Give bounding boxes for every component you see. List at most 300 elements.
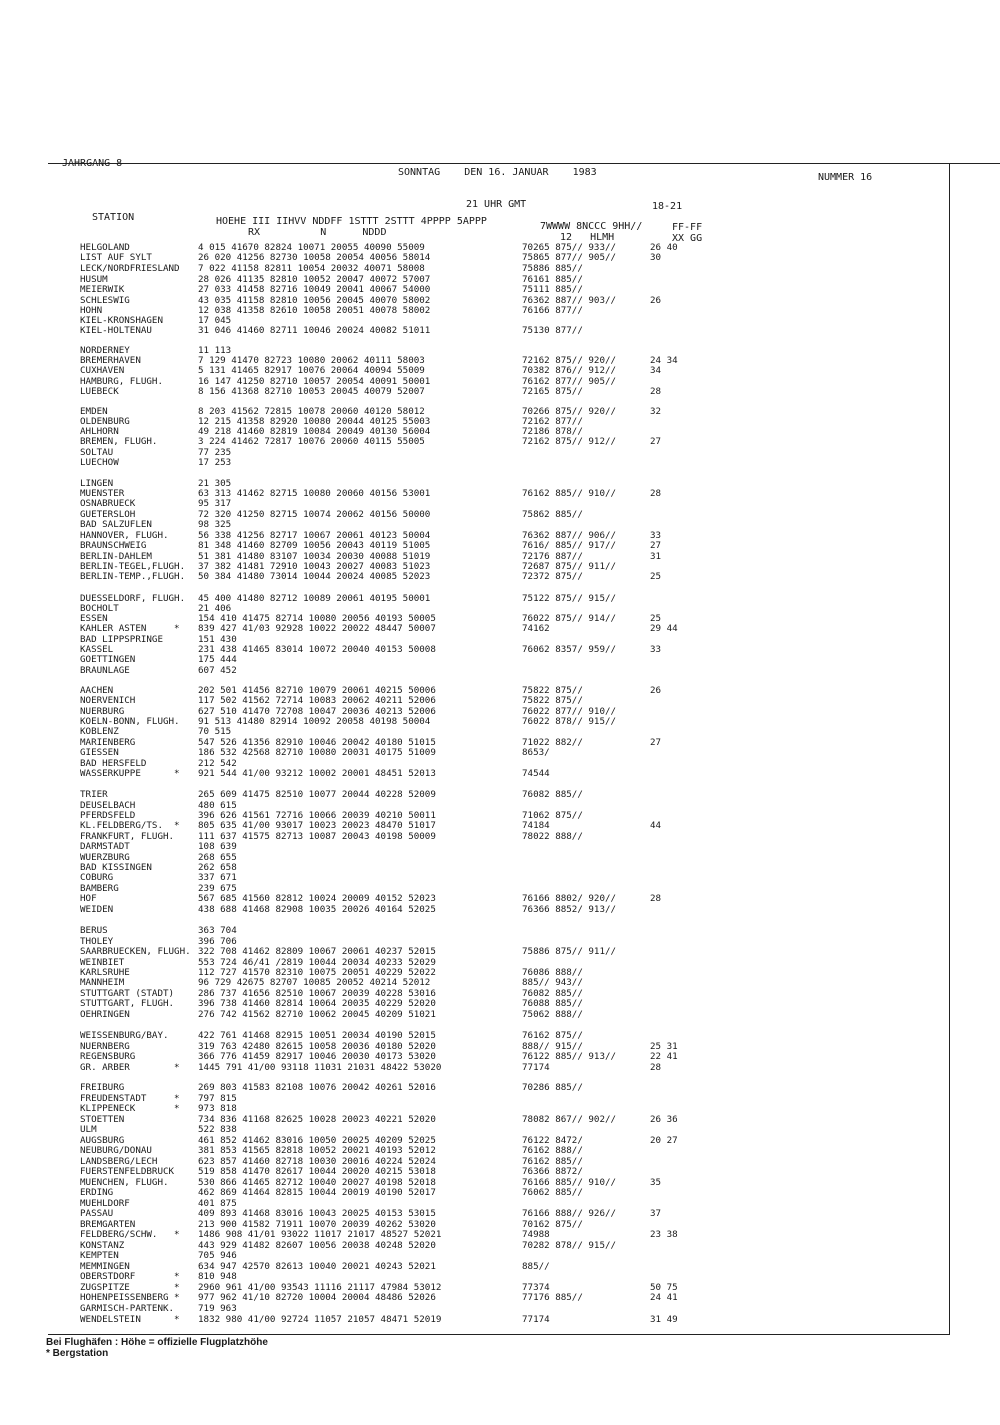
wind-gusts: 27 [650,540,662,551]
wind-gusts: 28 [650,1062,662,1073]
station-name: BERUS [80,925,108,936]
observation-codes: 111 637 41575 82713 10087 20043 40198 50009 [198,831,436,842]
station-name: STUTTGART, FLUGH. [80,998,175,1009]
station-row [0,1115,1000,1125]
observation-codes: 1486 908 41/01 93022 11017 21017 48527 52021 [198,1229,442,1240]
station-name: FREUDENSTADT [80,1093,147,1104]
mountain-marker: * [174,768,180,779]
code-header-3: 7WWWW 8NCCC 9HH// [540,221,643,232]
observation-codes: 269 803 41583 82108 10076 20042 40261 52016 [198,1082,436,1093]
observation-codes: 443 929 41482 82607 10056 20038 40248 52020 [198,1240,436,1251]
wind-gusts: 37 [650,1208,662,1219]
wind-gusts: 28 [650,893,662,904]
weather-groups: 70265 875// 933// [522,242,617,253]
weather-groups: 76166 888// 926// [522,1208,617,1219]
weather-groups: 76166 885// 910// [522,1177,617,1188]
station-name: AUGSBURG [80,1135,125,1146]
station-row [0,614,1000,624]
station-row [0,926,1000,936]
weather-groups: 76162 885// [522,1156,583,1167]
weather-groups: 70286 885// [522,1082,583,1093]
observation-codes: 50 384 41480 73014 10044 20024 40085 52023 [198,571,431,582]
station-name: BRAUNLAGE [80,665,130,676]
station-name: LUECHOW [80,457,119,468]
station-row [0,978,1000,988]
station-name: ULM [80,1124,97,1135]
station-name: KIEL-HOLTENAU [80,325,152,336]
observation-codes: 921 544 41/00 93212 10002 20001 48451 52013 [198,768,436,779]
observation-codes: 805 635 41/00 93017 10023 20023 48470 51017 [198,820,436,831]
station-name: LANDSBERG/LECH [80,1156,158,1167]
observation-codes: 96 729 42675 82707 10085 20052 40214 52012 [198,977,431,988]
station-name: BREMGARTEN [80,1219,136,1230]
wind-gusts: 25 [650,571,662,582]
weather-groups: 76022 877// 910// [522,706,617,717]
code-header-6: XX GG [672,233,703,244]
year-label: JAHRGANG 8 [62,158,123,169]
station-row [0,696,1000,706]
weather-groups: 76162 877// 905// [522,376,617,387]
observation-codes: 438 688 41468 82908 10035 20026 40164 52025 [198,904,436,915]
observation-codes: 3 224 41462 72817 10076 20060 40115 55005 [198,436,425,447]
observation-codes: 480 615 [198,800,237,811]
wind-gusts: 44 [650,820,662,831]
observation-codes: 547 526 41356 82910 10046 20042 40180 51015 [198,737,436,748]
station-row [0,1167,1000,1177]
wind-gusts: 27 [650,436,662,447]
station-name: FUERSTENFELDBRUCK [80,1166,175,1177]
station-name: KARLSRUHE [80,967,130,978]
station-name: KLIPPENECK [80,1103,136,1114]
observation-codes: 268 655 [198,852,237,863]
station-row [0,873,1000,883]
weather-groups: 76122 885// 913// [522,1051,617,1062]
weather-groups: 75822 875// [522,695,583,706]
station-name: HUSUM [80,274,108,285]
observation-codes: 28 026 41135 82810 10052 20047 40072 57007 [198,274,431,285]
weather-groups: 71022 882// [522,737,583,748]
station-name: OBERSTDORF [80,1271,136,1282]
observation-codes: 51 381 41480 83107 10034 20030 40088 51019 [198,551,431,562]
footnote-mountain: * Bergstation [46,1348,109,1359]
station-row [0,1125,1000,1135]
observation-codes: 396 738 41460 82814 10064 20035 40229 52020 [198,998,436,1009]
weather-groups: 72176 887// [522,551,583,562]
station-row [0,769,1000,779]
time-label: 21 UHR GMT [466,199,527,210]
station-row [0,448,1000,458]
observation-codes: 381 853 41565 82818 10052 20021 40193 52012 [198,1145,436,1156]
wind-gusts: 22 41 [650,1051,678,1062]
code-header-2: RX N NDDD [248,227,387,238]
station-row [0,407,1000,417]
observation-codes: 567 685 41560 82812 10024 20009 40152 52023 [198,893,436,904]
weather-groups: 74162 [522,623,550,634]
weather-groups: 76166 8802/ 920// [522,893,617,904]
weather-groups: 76162 888// [522,1145,583,1156]
weather-groups: 76366 8872/ [522,1166,583,1177]
station-row [0,326,1000,336]
observation-codes: 522 838 [198,1124,237,1135]
station-row [0,356,1000,366]
weather-groups: 74544 [522,768,550,779]
observation-codes: 21 305 [198,478,232,489]
observation-codes: 462 869 41464 82815 10044 20019 40190 52017 [198,1187,436,1198]
observation-codes: 286 737 41656 82510 10067 20039 40228 53016 [198,988,436,999]
weather-groups: 70382 876// 912// [522,365,617,376]
station-row [0,296,1000,306]
station-row [0,1178,1000,1188]
station-row [0,842,1000,852]
station-row [0,387,1000,397]
station-name: HELGOLAND [80,242,130,253]
wind-gusts: 20 27 [650,1135,678,1146]
station-name: KOBLENZ [80,726,119,737]
mountain-marker: * [174,1292,180,1303]
station-name: WEINBIET [80,957,125,968]
station-row [0,531,1000,541]
observation-codes: 91 513 41480 82914 10092 20058 40198 50004 [198,716,431,727]
station-name: MUEHLDORF [80,1198,130,1209]
observation-codes: 401 875 [198,1198,237,1209]
observation-codes: 154 410 41475 82714 10080 20056 40193 50005 [198,613,436,624]
station-name: HANNOVER, FLUGH. [80,530,169,541]
observation-codes: 27 033 41458 82716 10049 20041 40067 54000 [198,284,431,295]
observation-codes: 95 317 [198,498,232,509]
weather-groups: 885// 943// [522,977,583,988]
station-row [0,790,1000,800]
weather-groups: 75822 875// [522,685,583,696]
observation-codes: 322 708 41462 82809 10067 20061 40237 52015 [198,946,436,957]
observation-codes: 202 501 41456 82710 10079 20061 40215 50006 [198,685,436,696]
station-column-header: STATION [92,212,135,223]
mountain-marker: * [174,1103,180,1114]
observation-codes: 396 706 [198,936,237,947]
observation-codes: 634 947 42570 82613 10040 20021 40243 52021 [198,1261,436,1272]
station-name: AHLHORN [80,426,119,437]
weather-groups: 72687 875// 911// [522,561,617,572]
weather-groups: 76086 888// [522,967,583,978]
observation-codes: 175 444 [198,654,237,665]
wind-gusts: 34 [650,365,662,376]
issue-number: NUMMER 16 [818,172,873,183]
station-name: GIESSEN [80,747,119,758]
wind-gusts: 30 [650,252,662,263]
station-name: GR. ARBER [80,1062,130,1073]
bottom-rule [48,1334,950,1335]
observation-codes: 63 313 41462 82715 10080 20060 40156 53001 [198,488,431,499]
station-name: FREIBURG [80,1082,125,1093]
observation-codes: 45 400 41480 82712 10089 20061 40195 50001 [198,593,431,604]
station-name: CUXHAVEN [80,365,125,376]
observation-codes: 56 338 41256 82717 10067 20061 40123 50004 [198,530,431,541]
observation-codes: 319 763 42480 82615 10058 20036 40180 52020 [198,1041,436,1052]
weather-groups: 76088 885// [522,998,583,1009]
weather-groups: 75130 877// [522,325,583,336]
station-name: OSNABRUECK [80,498,136,509]
station-row [0,894,1000,904]
station-row [0,1104,1000,1114]
station-name: PFERDSFELD [80,810,136,821]
date-label: SONNTAG DEN 16. JANUAR 1983 [398,167,597,178]
wind-gusts: 23 38 [650,1229,678,1240]
observation-codes: 72 320 41250 82715 10074 20062 40156 50000 [198,509,431,520]
weather-groups: 75122 875// 915// [522,593,617,604]
observation-codes: 265 609 41475 82510 10077 20044 40228 52009 [198,789,436,800]
observation-codes: 810 948 [198,1271,237,1282]
observation-codes: 8 203 41562 72815 10078 20060 40120 58012 [198,406,425,417]
weather-groups: 75886 885// [522,263,583,274]
weather-groups: 70266 875// 920// [522,406,617,417]
observation-codes: 8 156 41368 82710 10053 20045 40079 52007 [198,386,425,397]
station-row [0,759,1000,769]
weather-groups: 70162 875// [522,1219,583,1230]
observation-codes: 719 963 [198,1303,237,1314]
station-row [0,377,1000,387]
station-name: NORDERNEY [80,345,130,356]
station-name: SAARBRUECKEN, FLUGH. [80,946,191,957]
station-name: ESSEN [80,613,108,624]
station-name: MUENCHEN, FLUGH. [80,1177,169,1188]
mountain-marker: * [174,1229,180,1240]
station-row [0,594,1000,604]
station-row [0,999,1000,1009]
wind-gusts: 31 49 [650,1314,678,1325]
station-name: DEUSELBACH [80,800,136,811]
wind-gusts: 35 [650,1177,662,1188]
observation-codes: 12 215 41358 82920 10080 20044 40125 55003 [198,416,431,427]
station-row [0,1241,1000,1251]
station-name: AACHEN [80,685,114,696]
station-row [0,346,1000,356]
observation-codes: 7 129 41470 82723 10080 20062 40111 58003 [198,355,425,366]
wind-gusts: 29 44 [650,623,678,634]
station-row [0,727,1000,737]
station-row [0,541,1000,551]
station-name: BAMBERG [80,883,119,894]
station-name: HOHN [80,305,103,316]
observation-codes: 12 038 41358 82610 10058 20051 40078 58002 [198,305,431,316]
weather-groups: 75886 875// 911// [522,946,617,957]
mountain-marker: * [174,1062,180,1073]
observation-codes: 363 704 [198,925,237,936]
observation-codes: 49 218 41460 82819 10084 20049 40130 56004 [198,426,431,437]
observation-codes: 81 348 41460 82709 10056 20043 40119 51005 [198,540,431,551]
station-name: ERDING [80,1187,114,1198]
weather-groups: 8653/ [522,747,550,758]
station-row [0,863,1000,873]
station-name: WUERZBURG [80,852,130,863]
weather-groups: 76062 885// [522,1187,583,1198]
station-name: MUENSTER [80,488,125,499]
wind-gusts: 25 [650,613,662,624]
station-row [0,748,1000,758]
station-row [0,1199,1000,1209]
station-name: COBURG [80,872,114,883]
station-name: OLDENBURG [80,416,130,427]
observation-codes: 77 235 [198,447,232,458]
station-row [0,604,1000,614]
weather-groups: 78022 888// [522,831,583,842]
code-header-4: 12 HLMH [560,232,615,243]
wind-gusts: 26 [650,295,662,306]
station-row [0,1272,1000,1282]
wind-gusts: 28 [650,386,662,397]
station-row [0,1251,1000,1261]
station-name: LINGEN [80,478,114,489]
station-row [0,1031,1000,1041]
station-name: GARMISCH-PARTENK. [80,1303,175,1314]
station-name: BAD LIPPSPRINGE [80,634,163,645]
weather-groups: 76166 877// [522,305,583,316]
station-row [0,635,1000,645]
station-row [0,1094,1000,1104]
station-name: WEIDEN [80,904,114,915]
observation-codes: 337 671 [198,872,237,883]
station-name: SOLTAU [80,447,114,458]
station-row [0,1230,1000,1240]
station-row [0,717,1000,727]
station-row [0,285,1000,295]
observation-codes: 530 866 41465 82712 10040 20027 40198 52018 [198,1177,436,1188]
observation-codes: 627 510 41470 72708 10047 20036 40213 52006 [198,706,436,717]
observation-codes: 231 438 41465 83014 10072 20040 40153 50008 [198,644,436,655]
weather-groups: 77176 885// [522,1292,583,1303]
mountain-marker: * [174,623,180,634]
observation-codes: 70 515 [198,726,232,737]
station-name: KL.FELDBERG/TS. [80,820,163,831]
station-row [0,366,1000,376]
observation-codes: 17 253 [198,457,232,468]
station-name: GUETERSLOH [80,509,136,520]
observation-codes: 553 724 46/41 /2819 10044 20034 40233 52029 [198,957,436,968]
observation-codes: 705 946 [198,1250,237,1261]
station-row [0,1209,1000,1219]
weather-groups: 76162 875// [522,1030,583,1041]
station-name: WASSERKUPPE [80,768,141,779]
station-name: LUEBECK [80,386,119,397]
observation-codes: 262 658 [198,862,237,873]
station-row [0,1083,1000,1093]
weather-groups: 71062 875// [522,810,583,821]
wind-gusts: 28 [650,488,662,499]
station-name: MARIENBERG [80,737,136,748]
station-name: BOCHOLT [80,603,119,614]
station-row [0,1315,1000,1325]
weather-groups: 76022 878// 915// [522,716,617,727]
station-row [0,1293,1000,1303]
weather-groups: 76062 8357/ 959// [522,644,617,655]
station-row [0,253,1000,263]
weather-groups: 76022 875// 914// [522,613,617,624]
weather-groups: 76161 885// [522,274,583,285]
weather-groups: 74988 [522,1229,550,1240]
wind-gusts: 27 [650,737,662,748]
top-rule [48,163,1000,164]
weather-groups: 70282 878// 915// [522,1240,617,1251]
station-name: NUERBURG [80,706,125,717]
observation-codes: 623 857 41460 82718 10030 20016 40224 52024 [198,1156,436,1167]
observation-codes: 112 727 41570 82310 10075 20051 40229 52022 [198,967,436,978]
station-name: BREMERHAVEN [80,355,141,366]
station-row [0,275,1000,285]
station-name: HOHENPEISSENBERG [80,1292,169,1303]
station-name: BERLIN-DAHLEM [80,551,152,562]
station-name: MEMMINGEN [80,1261,130,1272]
weather-groups: 72162 875// 912// [522,436,617,447]
station-name: LIST AUF SYLT [80,252,152,263]
station-row [0,905,1000,915]
station-row [0,686,1000,696]
code-header-5: FF-FF [672,222,703,233]
station-name: BAD KISSINGEN [80,862,152,873]
station-name: MANNHEIM [80,977,125,988]
station-name: GOETTINGEN [80,654,136,665]
station-row [0,489,1000,499]
wind-gusts: 26 40 [650,242,678,253]
observation-codes: 26 020 41256 82730 10058 20054 40056 58014 [198,252,431,263]
weather-groups: 72162 875// 920// [522,355,617,366]
observation-codes: 239 675 [198,883,237,894]
station-name: FRANKFURT, FLUGH. [80,831,175,842]
mountain-marker: * [174,1271,180,1282]
station-name: DUESSELDORF, FLUGH. [80,593,186,604]
station-row [0,499,1000,509]
observation-codes: 212 542 [198,758,237,769]
weather-groups: 72186 878// [522,426,583,437]
weather-groups: 75862 885// [522,509,583,520]
station-name: TRIER [80,789,108,800]
station-row [0,1188,1000,1198]
observation-codes: 37 382 41481 72910 10043 20027 40083 51023 [198,561,431,572]
code-header-1: HOEHE III IIHVV NDDFF 1STTT 2STTT 4PPPP 5APPP [216,216,487,227]
observation-codes: 797 815 [198,1093,237,1104]
station-name: BAD SALZUFLEN [80,519,152,530]
station-name: STUTTGART (STADT) [80,988,175,999]
footnote-airport: Bei Flughäfen : Höhe = offizielle Flugplatzhöhe [46,1337,268,1348]
weather-groups: 76362 887// 903// [522,295,617,306]
observation-codes: 607 452 [198,665,237,676]
station-row [0,624,1000,634]
observation-codes: 396 626 41561 72716 10066 20039 40210 50011 [198,810,436,821]
mountain-marker: * [174,1282,180,1293]
weather-groups: 74184 [522,820,550,831]
weather-groups: 885// [522,1261,550,1272]
station-name: BAD HERSFELD [80,758,147,769]
station-name: KONSTANZ [80,1240,125,1251]
observation-codes: 186 532 42568 82710 10080 20031 40175 51009 [198,747,436,758]
station-name: KIEL-KRONSHAGEN [80,315,163,326]
weather-groups: 888// 915// [522,1041,583,1052]
station-name: EMDEN [80,406,108,417]
observation-codes: 213 900 41582 71911 10070 20039 40262 53020 [198,1219,436,1230]
station-row [0,520,1000,530]
observation-codes: 11 113 [198,345,232,356]
station-row [0,655,1000,665]
station-row [0,437,1000,447]
station-row [0,1262,1000,1272]
observation-codes: 21 406 [198,603,232,614]
station-name: THOLEY [80,936,114,947]
observation-codes: 276 742 41562 82710 10062 20045 40209 51021 [198,1009,436,1020]
weather-groups: 72372 875// [522,571,583,582]
wind-gusts: 26 [650,685,662,696]
station-name: KEMPTEN [80,1250,119,1261]
station-row [0,1063,1000,1073]
weather-groups: 75111 885// [522,284,583,295]
observation-codes: 108 639 [198,841,237,852]
station-row [0,417,1000,427]
